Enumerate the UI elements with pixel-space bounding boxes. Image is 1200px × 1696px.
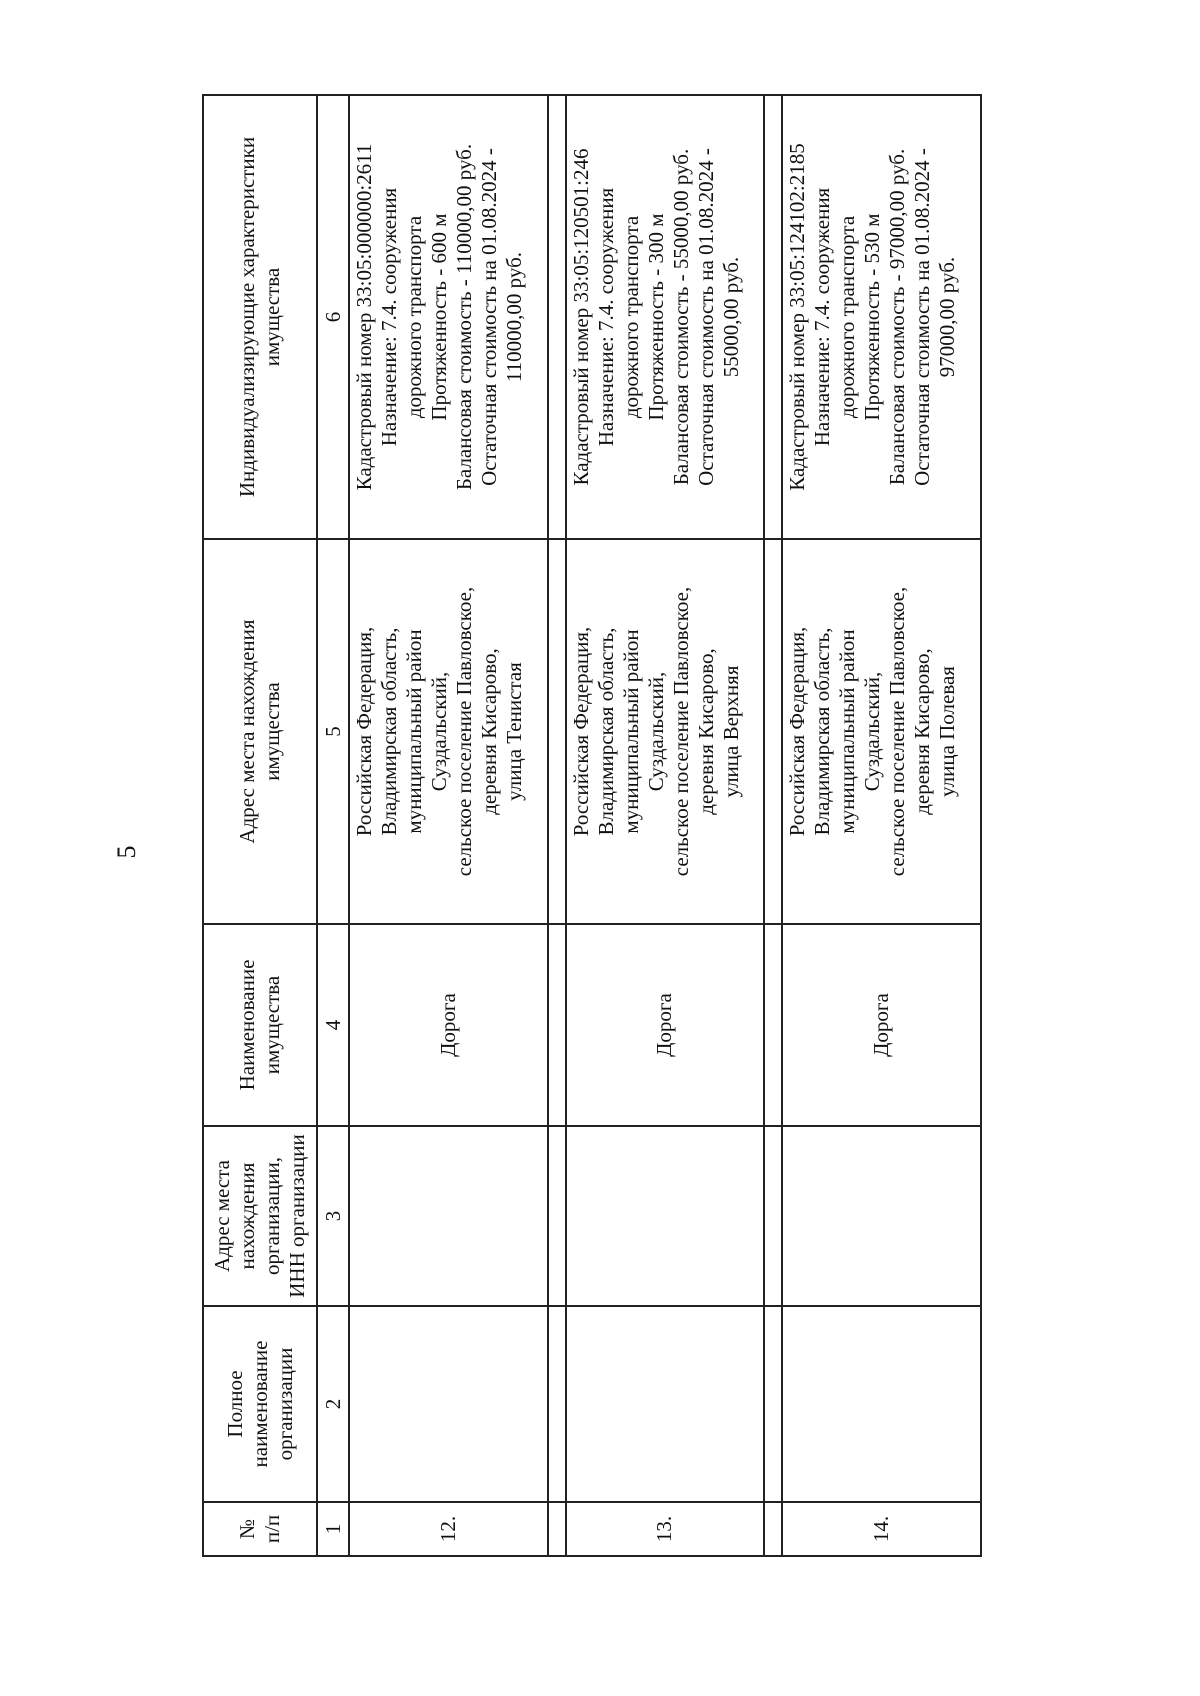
header-cell: Полное наименование организации: [203, 1306, 317, 1502]
property-address-cell: Российская Федерация, Владимирская область, муниципальный район Суздальский, сельское поселение Павловское, деревня Кисарово, улица Полевая: [782, 539, 981, 924]
characteristics-cell: Кадастровый номер 33:05:124102:2185 Назначение: 7.4. сооружения дорожного транспорта Протяженность - 530 м Балансовая стоимость - 97000,00 руб. Остаточная стоимость на 01.08.2024 - 97000,00 руб.: [782, 95, 981, 539]
row-number: 12.: [349, 1502, 548, 1556]
header-cell: Индивидуализирующие характеристики имущества: [203, 95, 317, 539]
property-name-cell: Дорога: [782, 924, 981, 1126]
table-row: [566, 95, 765, 1556]
row-separator: [764, 95, 782, 1556]
property-name-cell: Дорога: [566, 924, 765, 1126]
org-name-cell: [349, 1306, 548, 1502]
header-cell: Адрес места нахождения организации, ИНН организации: [203, 1126, 317, 1306]
org-address-cell: [782, 1126, 981, 1306]
table-row: [349, 95, 548, 1556]
org-name-cell: [566, 1306, 765, 1502]
column-number: 4: [317, 924, 349, 1126]
column-number: 1: [317, 1502, 349, 1556]
table-row: [782, 95, 981, 1556]
column-number: 5: [317, 539, 349, 924]
org-address-cell: [566, 1126, 765, 1306]
header-cell: № п/п: [203, 1502, 317, 1556]
property-address-cell: Российская Федерация, Владимирская область, муниципальный район Суздальский, сельское поселение Павловское, деревня Кисарово, улица Тенистая: [349, 539, 548, 924]
characteristics-cell: Кадастровый номер 33:05:120501:246 Назначение: 7.4. сооружения дорожного транспорта Протяженность - 300 м Балансовая стоимость - 55000,00 руб. Остаточная стоимость на 01.08.2024 - 55000,00 руб.: [566, 95, 765, 539]
column-number: 3: [317, 1126, 349, 1306]
property-address-cell: Российская Федерация, Владимирская область, муниципальный район Суздальский, сельское поселение Павловское, деревня Кисарово, улица Верхняя: [566, 539, 765, 924]
document-page: [202, 96, 982, 1557]
column-number-row: [317, 95, 349, 1556]
column-number: 6: [317, 95, 349, 539]
org-address-cell: [349, 1126, 548, 1306]
characteristics-cell: Кадастровый номер 33:05:000000:2611 Назначение: 7.4. сооружения дорожного транспорта Протяженность - 600 м Балансовая стоимость - 110000,00 руб. Остаточная стоимость на 01.08.2024 - 110000,00 руб.: [349, 95, 548, 539]
header-row: [203, 95, 317, 1556]
header-cell: Адрес места нахождения имущества: [203, 539, 317, 924]
row-separator: [548, 95, 566, 1556]
page-number: 5: [112, 845, 141, 859]
header-cell: Наименование имущества: [203, 924, 317, 1126]
property-register-table: [202, 94, 982, 1557]
column-number: 2: [317, 1306, 349, 1502]
row-number: 13.: [566, 1502, 765, 1556]
property-name-cell: Дорога: [349, 924, 548, 1126]
org-name-cell: [782, 1306, 981, 1502]
row-number: 14.: [782, 1502, 981, 1556]
